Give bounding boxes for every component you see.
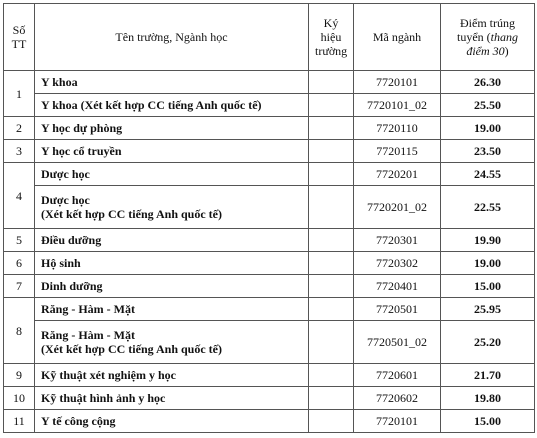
- row-name-line2: (Xét kết hợp CC tiếng Anh quốc tế): [41, 342, 222, 356]
- row-kyhieu: [309, 140, 354, 163]
- row-kyhieu: [309, 71, 354, 94]
- row-name: Dinh dưỡng: [35, 275, 309, 298]
- row-stt: 11: [4, 410, 35, 433]
- row-kyhieu: [309, 252, 354, 275]
- row-score: 25.50: [441, 94, 535, 117]
- row-score: 19.00: [441, 252, 535, 275]
- row-score: 24.55: [441, 163, 535, 186]
- row-kyhieu: [309, 298, 354, 321]
- row-score: 19.90: [441, 229, 535, 252]
- table-row: [4, 94, 535, 117]
- row-score: 23.50: [441, 140, 535, 163]
- table-row: [4, 410, 535, 433]
- row-code: 7720201_02: [354, 186, 441, 229]
- row-code: 7720301: [354, 229, 441, 252]
- row-kyhieu: [309, 94, 354, 117]
- row-code: 7720101: [354, 71, 441, 94]
- table-row: [4, 229, 535, 252]
- row-score: 19.80: [441, 387, 535, 410]
- admission-score-table: [3, 3, 535, 433]
- table-row: [4, 321, 535, 364]
- row-code: 7720501_02: [354, 321, 441, 364]
- table-row: [4, 117, 535, 140]
- row-stt: 4: [4, 163, 35, 229]
- header-kyhieu-line1: Ký: [323, 16, 339, 30]
- row-kyhieu: [309, 229, 354, 252]
- header-score-line2b: thang: [490, 30, 518, 44]
- row-code: 7720602: [354, 387, 441, 410]
- row-name: Dược học: [35, 163, 309, 186]
- row-stt: 5: [4, 229, 35, 252]
- header-score-line3b: ): [504, 44, 509, 58]
- header-kyhieu: [309, 4, 354, 71]
- row-code: 7720302: [354, 252, 441, 275]
- header-score-line2a: tuyển (: [457, 30, 491, 44]
- row-score: 22.55: [441, 186, 535, 229]
- row-kyhieu: [309, 163, 354, 186]
- row-kyhieu: [309, 275, 354, 298]
- row-score: 26.30: [441, 71, 535, 94]
- row-name: Hộ sinh: [35, 252, 309, 275]
- header-stt-line2: TT: [11, 37, 27, 51]
- row-score: 15.00: [441, 275, 535, 298]
- row-kyhieu: [309, 410, 354, 433]
- row-stt: 6: [4, 252, 35, 275]
- row-code: 7720601: [354, 364, 441, 387]
- row-stt: 1: [4, 71, 35, 117]
- row-code: 7720101_02: [354, 94, 441, 117]
- row-code: 7720115: [354, 140, 441, 163]
- row-code: 7720201: [354, 163, 441, 186]
- table-row: [4, 252, 535, 275]
- row-stt: 10: [4, 387, 35, 410]
- row-kyhieu: [309, 186, 354, 229]
- header-code: Mã ngành: [354, 4, 441, 71]
- row-name: Kỹ thuật hình ảnh y học: [35, 387, 309, 410]
- row-name: Kỹ thuật xét nghiệm y học: [35, 364, 309, 387]
- row-name-cell: [35, 321, 309, 364]
- table-row: [4, 364, 535, 387]
- header-kyhieu-line3: trường: [315, 44, 348, 58]
- table-row: [4, 71, 535, 94]
- table-row: [4, 140, 535, 163]
- table-row: [4, 186, 535, 229]
- row-score: 25.95: [441, 298, 535, 321]
- row-name: Điều dưỡng: [35, 229, 309, 252]
- header-score-line3: [447, 44, 528, 58]
- row-name: Răng - Hàm - Mặt: [41, 328, 135, 342]
- row-kyhieu: [309, 364, 354, 387]
- row-name: Y khoa (Xét kết hợp CC tiếng Anh quốc tế): [35, 94, 309, 117]
- row-code: 7720101: [354, 410, 441, 433]
- row-name: Dược học: [41, 193, 90, 207]
- row-stt: 8: [4, 298, 35, 364]
- row-name: Y học dự phòng: [35, 117, 309, 140]
- table-header-row: [4, 4, 535, 71]
- row-score: 25.20: [441, 321, 535, 364]
- row-score: 19.00: [441, 117, 535, 140]
- header-score: [441, 4, 535, 71]
- row-code: 7720110: [354, 117, 441, 140]
- row-name-line2: (Xét kết hợp CC tiếng Anh quốc tế): [41, 207, 222, 221]
- row-name: Y khoa: [35, 71, 309, 94]
- row-name: Răng - Hàm - Mặt: [35, 298, 309, 321]
- table-row: [4, 163, 535, 186]
- row-kyhieu: [309, 387, 354, 410]
- row-stt: 2: [4, 117, 35, 140]
- header-score-line2: [447, 30, 528, 44]
- row-stt: 3: [4, 140, 35, 163]
- row-name: Y học cổ truyền: [35, 140, 309, 163]
- table-row: [4, 275, 535, 298]
- table-row: [4, 298, 535, 321]
- header-stt-line1: Số: [12, 23, 26, 37]
- row-score: 21.70: [441, 364, 535, 387]
- row-name: Y tế công cộng: [35, 410, 309, 433]
- header-stt: [4, 4, 35, 71]
- row-name-cell: [35, 186, 309, 229]
- header-name: Tên trường, Ngành học: [35, 4, 309, 71]
- row-stt: 7: [4, 275, 35, 298]
- header-kyhieu-line2: hiệu: [320, 30, 342, 44]
- header-score-line1: Điểm trúng: [460, 16, 515, 30]
- table-row: [4, 387, 535, 410]
- row-code: 7720501: [354, 298, 441, 321]
- row-score: 15.00: [441, 410, 535, 433]
- row-kyhieu: [309, 117, 354, 140]
- row-code: 7720401: [354, 275, 441, 298]
- row-stt: 9: [4, 364, 35, 387]
- row-kyhieu: [309, 321, 354, 364]
- header-score-line3a: điểm 30: [466, 44, 505, 58]
